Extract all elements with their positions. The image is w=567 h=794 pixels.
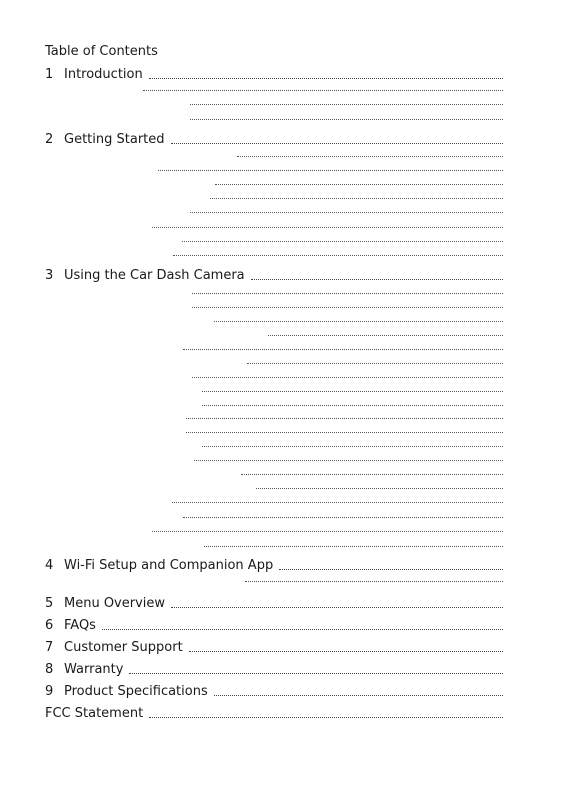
toc-leader-dots bbox=[102, 629, 503, 630]
toc-leader-dots bbox=[214, 695, 503, 696]
toc-subentry-leader[interactable] bbox=[241, 474, 503, 475]
toc-entry-menu-overview[interactable] bbox=[45, 596, 503, 612]
toc-entry-label: FCC Statement bbox=[45, 706, 144, 721]
toc-subentry-leader[interactable] bbox=[204, 546, 503, 547]
toc-entry-label: FAQs bbox=[64, 618, 96, 633]
toc-subentry-leader[interactable] bbox=[190, 212, 503, 213]
toc-leader-dots bbox=[171, 143, 503, 144]
toc-entry-label: Getting Started bbox=[64, 132, 165, 147]
toc-subentry-leader[interactable] bbox=[202, 391, 503, 392]
toc-entry-wifi-setup[interactable] bbox=[45, 558, 503, 574]
toc-subentry-leader[interactable] bbox=[190, 104, 503, 105]
toc-entry-label: Using the Car Dash Camera bbox=[64, 268, 245, 283]
toc-entry-number: 5 bbox=[45, 596, 54, 611]
toc-subentry-leader[interactable] bbox=[192, 293, 503, 294]
toc-subentry-leader[interactable] bbox=[143, 90, 503, 91]
toc-entry-customer-support[interactable] bbox=[45, 640, 503, 656]
toc-subentry-leader[interactable] bbox=[210, 198, 503, 199]
toc-subentry-leader[interactable] bbox=[152, 531, 503, 532]
toc-subentry-leader[interactable] bbox=[215, 184, 503, 185]
toc-entry-getting-started[interactable] bbox=[45, 132, 503, 148]
toc-leader-dots bbox=[251, 279, 503, 280]
toc-subentry-leader[interactable] bbox=[173, 255, 503, 256]
toc-entry-using-camera[interactable] bbox=[45, 268, 503, 284]
toc-subentry-leader[interactable] bbox=[158, 170, 503, 171]
toc-entry-number: 6 bbox=[45, 618, 54, 633]
toc-leader-dots bbox=[149, 717, 503, 718]
toc-entry-warranty[interactable] bbox=[45, 662, 503, 678]
toc-entry-label: Wi-Fi Setup and Companion App bbox=[64, 558, 274, 573]
toc-subentry-leader[interactable] bbox=[182, 241, 503, 242]
toc-subentry-leader[interactable] bbox=[256, 488, 503, 489]
toc-subentry-leader[interactable] bbox=[268, 335, 503, 336]
toc-entry-number: 8 bbox=[45, 662, 54, 677]
toc-leader-dots bbox=[279, 569, 503, 570]
toc-subentry-leader[interactable] bbox=[186, 418, 503, 419]
toc-leader-dots bbox=[171, 607, 503, 608]
toc-entry-number: 4 bbox=[45, 558, 54, 573]
toc-subentry-leader[interactable] bbox=[192, 377, 503, 378]
toc-title: Table of Contents bbox=[45, 44, 158, 59]
toc-subentry-leader[interactable] bbox=[202, 446, 503, 447]
toc-entry-introduction[interactable] bbox=[45, 67, 503, 83]
toc-entry-product-specs[interactable] bbox=[45, 684, 503, 700]
toc-entry-faqs[interactable] bbox=[45, 618, 503, 634]
toc-subentry-leader[interactable] bbox=[194, 460, 503, 461]
toc-leader-dots bbox=[129, 673, 503, 674]
toc-entry-label: Customer Support bbox=[64, 640, 183, 655]
toc-subentry-leader[interactable] bbox=[183, 517, 503, 518]
toc-entry-number: 3 bbox=[45, 268, 54, 283]
toc-subentry-leader[interactable] bbox=[192, 307, 503, 308]
toc-subentry-leader[interactable] bbox=[186, 432, 503, 433]
toc-entry-label: Warranty bbox=[64, 662, 124, 677]
toc-entry-fcc-statement[interactable] bbox=[45, 706, 503, 722]
toc-entry-number: 1 bbox=[45, 67, 54, 82]
toc-leader-dots bbox=[149, 78, 503, 79]
toc-subentry-leader[interactable] bbox=[247, 363, 503, 364]
toc-entry-number: 9 bbox=[45, 684, 54, 699]
toc-entry-label: Product Specifications bbox=[64, 684, 208, 699]
toc-leader-dots bbox=[189, 651, 503, 652]
toc-subentry-leader[interactable] bbox=[237, 156, 503, 157]
toc-entry-number: 7 bbox=[45, 640, 54, 655]
toc-subentry-leader[interactable] bbox=[152, 227, 503, 228]
toc-subentry-leader[interactable] bbox=[214, 321, 503, 322]
toc-subentry-leader[interactable] bbox=[202, 405, 503, 406]
toc-entry-label: Menu Overview bbox=[64, 596, 166, 611]
toc-subentry-leader[interactable] bbox=[190, 119, 503, 120]
toc-subentry-leader[interactable] bbox=[245, 581, 503, 582]
toc-subentry-leader[interactable] bbox=[183, 349, 503, 350]
toc-entry-number: 2 bbox=[45, 132, 54, 147]
toc-subentry-leader[interactable] bbox=[172, 502, 503, 503]
toc-entry-label: Introduction bbox=[64, 67, 143, 82]
